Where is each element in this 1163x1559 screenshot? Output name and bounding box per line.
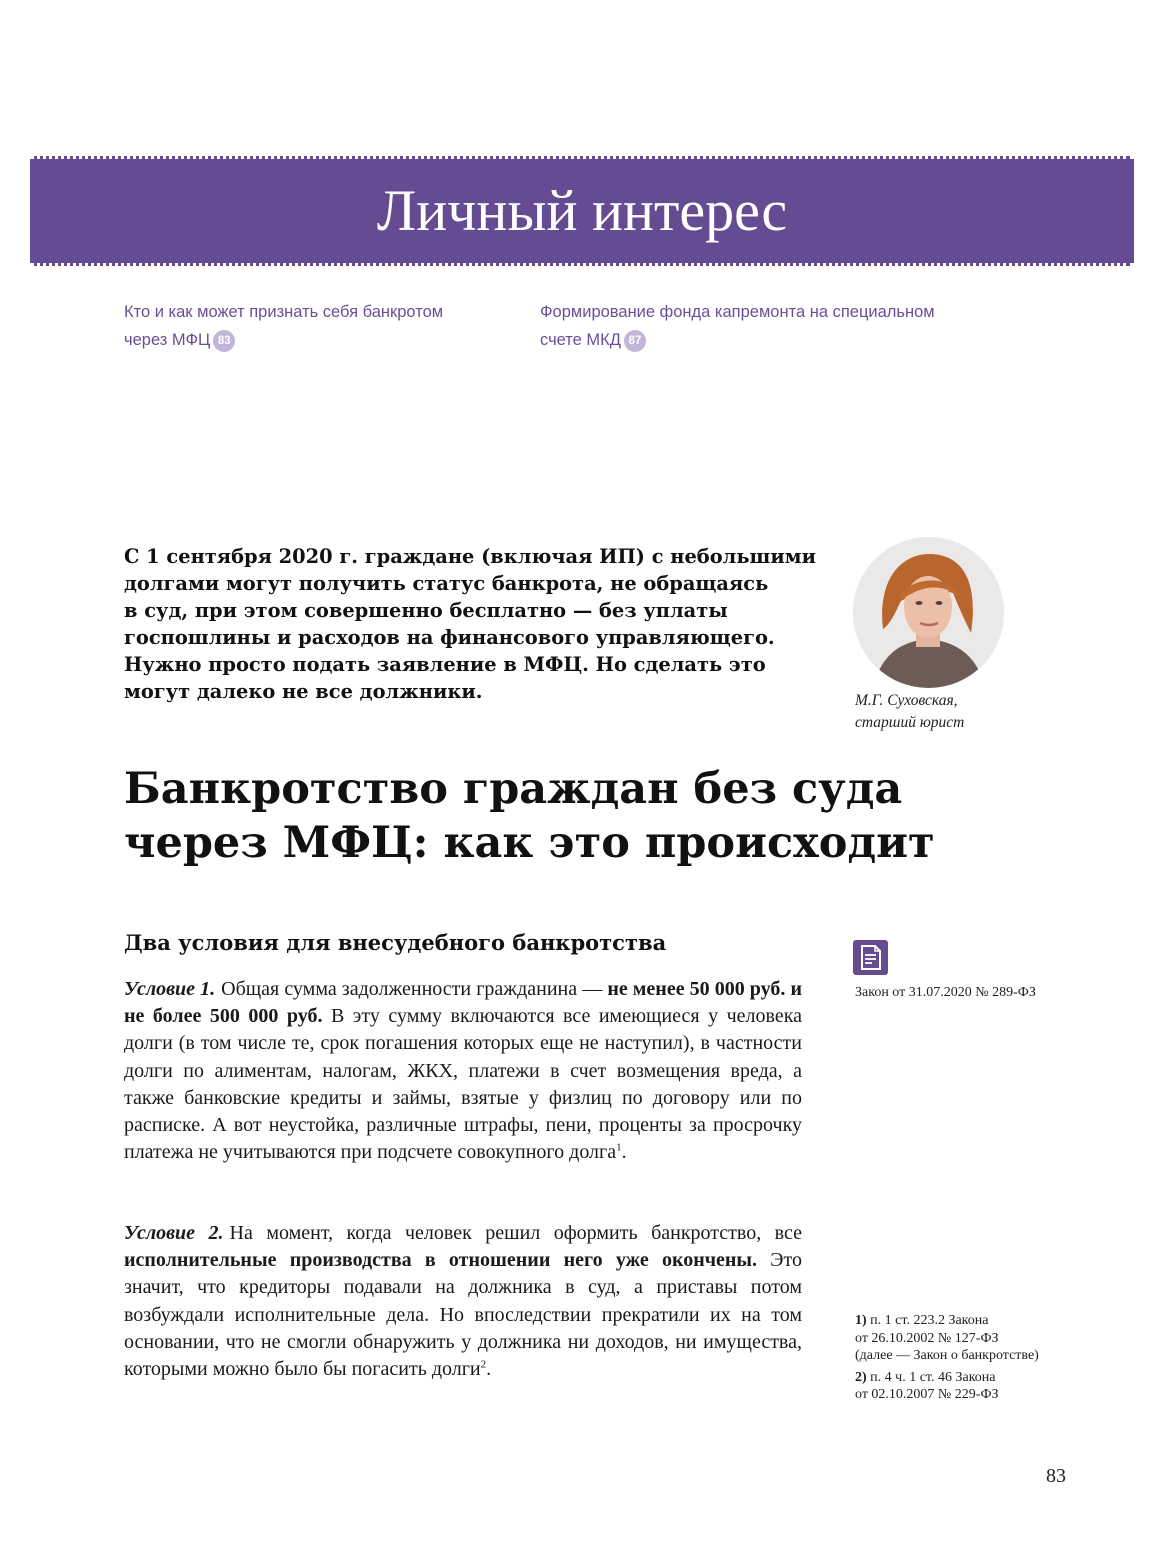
author-portrait-image xyxy=(853,537,1004,688)
condition-label: Условие 2. xyxy=(124,1222,224,1244)
condition-2-paragraph xyxy=(124,1220,802,1383)
article-title-line2: через МФЦ: как это происходит xyxy=(124,818,935,868)
condition-text: Общая сумма задолженности гражданина — xyxy=(221,978,608,1000)
footnote-marker: 1) xyxy=(855,1313,867,1328)
banner-stitch-bottom xyxy=(30,263,1134,266)
footnote-line: от 26.10.2002 № 127-ФЗ xyxy=(855,1330,999,1346)
section-banner xyxy=(30,156,1134,266)
footnote-ref[interactable]: 2 xyxy=(480,1358,487,1371)
footnote-marker: 2) xyxy=(855,1369,867,1385)
footnote-line: (далее — Закон о банкротстве) xyxy=(855,1348,1039,1363)
condition-text: Это значит, что кредиторы подавали на должника в суд, а приставы потом возбуждали исполнительные дела. Но впоследствии прекратили их на том основании, что не смогли обнаружить у должника ни доходов, ни имущества, которыми можно было бы погасить долги xyxy=(124,1249,802,1381)
condition-label: Условие 1. xyxy=(124,978,216,1000)
document-icon xyxy=(853,940,888,975)
sentence-end: . xyxy=(621,1141,627,1164)
lead-line: могут далеко не все должники. xyxy=(124,680,483,703)
footnotes xyxy=(855,1312,1115,1408)
sentence-end: . xyxy=(486,1358,492,1381)
author-photo xyxy=(853,537,1004,688)
condition-emphasis: исполнительные производства в отношении него уже окончены. xyxy=(124,1249,758,1272)
footnote-1 xyxy=(855,1312,1115,1365)
toc-item-line1: Кто и как может признать себя банкротом xyxy=(124,303,444,321)
page-number: 83 xyxy=(1046,1465,1066,1487)
lead-line: Нужно просто подать заявление в МФЦ. Но сделать это xyxy=(124,653,766,676)
author-caption xyxy=(855,690,964,734)
lead-line: госпошлины и расходов на финансового управляющего. xyxy=(124,626,775,649)
author-name: М.Г. Суховская, xyxy=(855,692,958,709)
footnote-line: п. 1 ст. 223.2 Закона xyxy=(870,1313,989,1328)
section-heading: Два условия для внесудебного банкротства xyxy=(124,930,667,955)
section-title-banner: Личный интерес xyxy=(376,178,788,243)
article-title xyxy=(124,762,1024,870)
lead-paragraph xyxy=(124,543,824,705)
toc-item-line2: через МФЦ xyxy=(124,331,211,349)
toc-item-line2: счете МКД xyxy=(540,331,621,349)
article-title-line1: Банкротство граждан без суда xyxy=(124,764,903,814)
author-position: старший юрист xyxy=(855,714,965,731)
toc-item-line1: Формирование фонда капремонта на специальном xyxy=(540,303,935,321)
footnote-line: п. 4 ч. 1 ст. 46 Закона xyxy=(870,1369,996,1385)
lead-line: С 1 сентября 2020 г. граждане (включая ИП) с небольшими xyxy=(124,545,816,568)
lead-line: в суд, при этом совершенно бесплатно — без уплаты xyxy=(124,599,728,622)
footnote-line: от 02.10.2007 № 229-ФЗ xyxy=(855,1387,999,1402)
condition-1-paragraph xyxy=(124,976,802,1166)
page-badge: 83 xyxy=(213,330,235,352)
law-reference[interactable]: Закон от 31.07.2020 № 289-ФЗ xyxy=(855,985,1036,1000)
banner-stitch-top xyxy=(30,156,1134,159)
condition-emphasis: не менее 50 000 руб. и не более 500 000 руб. xyxy=(124,978,803,1028)
condition-text: На момент, когда человек решил оформить банкротство, все xyxy=(229,1222,802,1244)
toc-item-capital-repair[interactable] xyxy=(540,298,935,354)
condition-text: В эту сумму включаются все имеющиеся у человека долги (в том числе те, срок погашения которых еще не наступил), в частности долги по алиментам, налогам, ЖКХ, платежи в счет возмещения вреда, а также банковские кредиты и займы, взятые у физлиц по договору или по расписке. А вот неустойка, различные штрафы, пени, проценты за просрочку платежа не учитываются при подсчете совокупного долга xyxy=(124,1005,802,1164)
page-badge: 87 xyxy=(624,330,646,352)
toc-item-bankruptcy[interactable] xyxy=(124,298,443,354)
lead-line: долгами могут получить статус банкрота, не обращаясь xyxy=(124,572,769,595)
footnote-2 xyxy=(855,1369,1115,1404)
footnote-ref[interactable]: 1 xyxy=(616,1141,622,1154)
